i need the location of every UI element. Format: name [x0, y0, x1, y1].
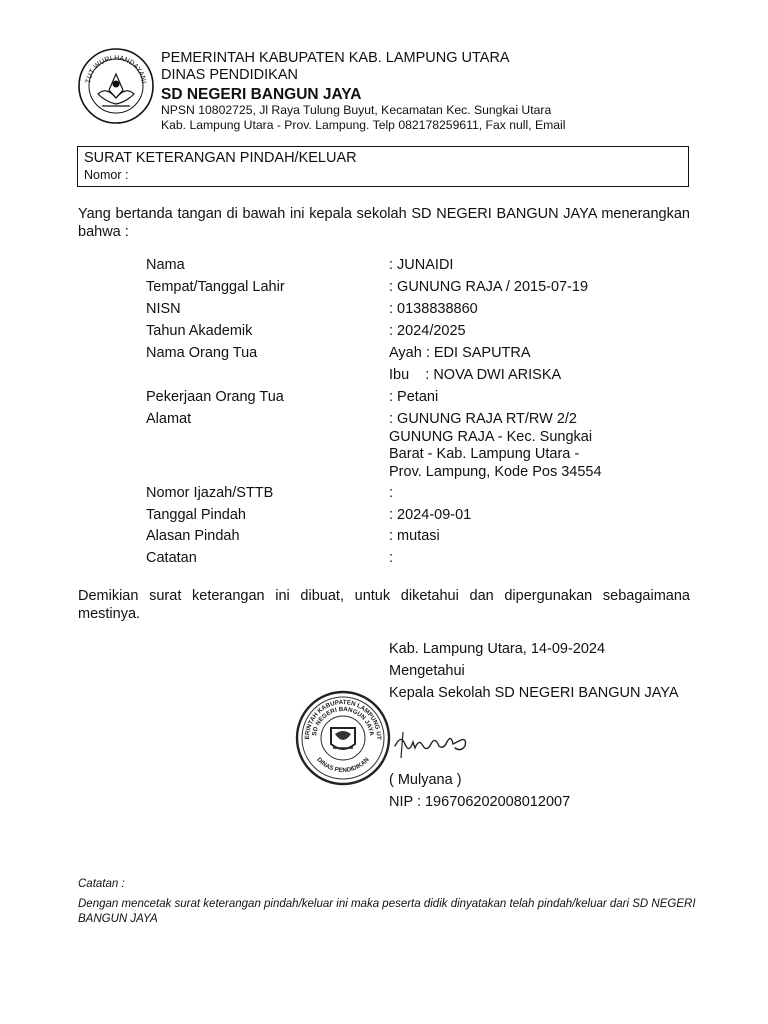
field-label-tanggal: Tanggal Pindah — [146, 507, 246, 523]
header-department: DINAS PENDIDIKAN — [161, 67, 298, 83]
field-label-pekerjaan: Pekerjaan Orang Tua — [146, 389, 284, 405]
closing-paragraph: Demikian surat keterangan ini dibuat, untuk diketahui dan dipergunakan sebagaimana mestinya. — [78, 588, 690, 622]
stamp-bottom-text: DINAS PENDIDIKAN — [315, 756, 371, 775]
intro-paragraph: Yang bertanda tangan di bawah ini kepala sekolah SD NEGERI BANGUN JAYA menerangkan bahwa : — [78, 206, 690, 240]
header-government: PEMERINTAH KABUPATEN KAB. LAMPUNG UTARA — [161, 50, 510, 66]
field-label-alamat: Alamat — [146, 411, 192, 427]
letter-title: SURAT KETERANGAN PINDAH/KELUAR — [84, 150, 357, 166]
signature-mengetahui: Mengetahui — [389, 663, 465, 679]
field-value-pekerjaan: : Petani — [389, 389, 439, 405]
school-logo — [76, 46, 156, 126]
signature-scrawl — [391, 726, 471, 760]
field-value-ayah: Ayah : EDI SAPUTRA — [389, 345, 531, 361]
signature-name: ( Mulyana ) — [389, 772, 462, 788]
header-contact: Kab. Lampung Utara - Prov. Lampung. Telp 082178259611, Fax null, Email — [161, 118, 566, 132]
field-value-alamat — [389, 411, 629, 481]
stamp-top-text: ERINTAH KABUPATEN LAMPUNG UT — [303, 698, 383, 740]
field-value-tanggal: : 2024-09-01 — [389, 507, 472, 523]
signature-role: Kepala Sekolah SD NEGERI BANGUN JAYA — [389, 685, 679, 701]
note-body: Dengan mencetak surat keterangan pindah/keluar ini maka peserta didik dinyatakan telah pindah/keluar dari SD NEGERI BANGUN JAYA — [78, 898, 696, 925]
letter-title-box — [77, 146, 689, 187]
alamat-line: Prov. Lampung, Kode Pos 34554 — [389, 463, 602, 480]
field-label-nisn: NISN — [146, 301, 181, 317]
field-label-ijazah: Nomor Ijazah/STTB — [146, 485, 274, 501]
field-value-ijazah: : — [389, 485, 394, 501]
field-value-ibu: Ibu : NOVA DWI ARISKA — [389, 367, 562, 383]
stamp-mid-text: SD NEGERI BANGUN JAYA — [311, 705, 375, 737]
field-label-alasan: Alasan Pindah — [146, 528, 240, 544]
header-school-name: SD NEGERI BANGUN JAYA — [161, 86, 362, 103]
field-label-catatan: Catatan — [146, 550, 197, 566]
field-value-catatan: : — [389, 550, 394, 566]
field-label-ttl: Tempat/Tanggal Lahir — [146, 279, 285, 295]
signature-place-date: Kab. Lampung Utara, 14-09-2024 — [389, 641, 606, 657]
field-value-tahun: : 2024/2025 — [389, 323, 466, 339]
note-heading: Catatan : — [78, 878, 125, 890]
field-value-alasan: : mutasi — [389, 528, 440, 544]
svg-text:DINAS PENDIDIKAN — [315, 756, 371, 774]
alamat-line: Barat - Kab. Lampung Utara - — [389, 446, 580, 462]
school-stamp — [293, 688, 393, 788]
field-label-ortu: Nama Orang Tua — [146, 345, 258, 361]
field-value-ttl: : GUNUNG RAJA / 2015-07-19 — [389, 279, 589, 295]
field-value-nisn: : 0138838860 — [389, 301, 478, 317]
field-label-nama: Nama — [146, 257, 185, 273]
field-label-tahun: Tahun Akademik — [146, 323, 253, 339]
signature-nip: NIP : 196706202008012007 — [389, 794, 571, 810]
alamat-line: GUNUNG RAJA - Kec. Sungkai — [389, 428, 593, 445]
header-address: NPSN 10802725, Jl Raya Tulung Buyut, Kecamatan Kec. Sungkai Utara — [161, 103, 552, 117]
svg-text:TUT WURI HANDAYANI — [85, 55, 147, 84]
field-value-nama: : JUNAIDI — [389, 257, 454, 273]
alamat-line: : GUNUNG RAJA RT/RW 2/2 — [389, 411, 577, 427]
letter-number: Nomor : — [84, 168, 129, 182]
logo-motto: TUT WURI HANDAYANI — [85, 54, 147, 84]
